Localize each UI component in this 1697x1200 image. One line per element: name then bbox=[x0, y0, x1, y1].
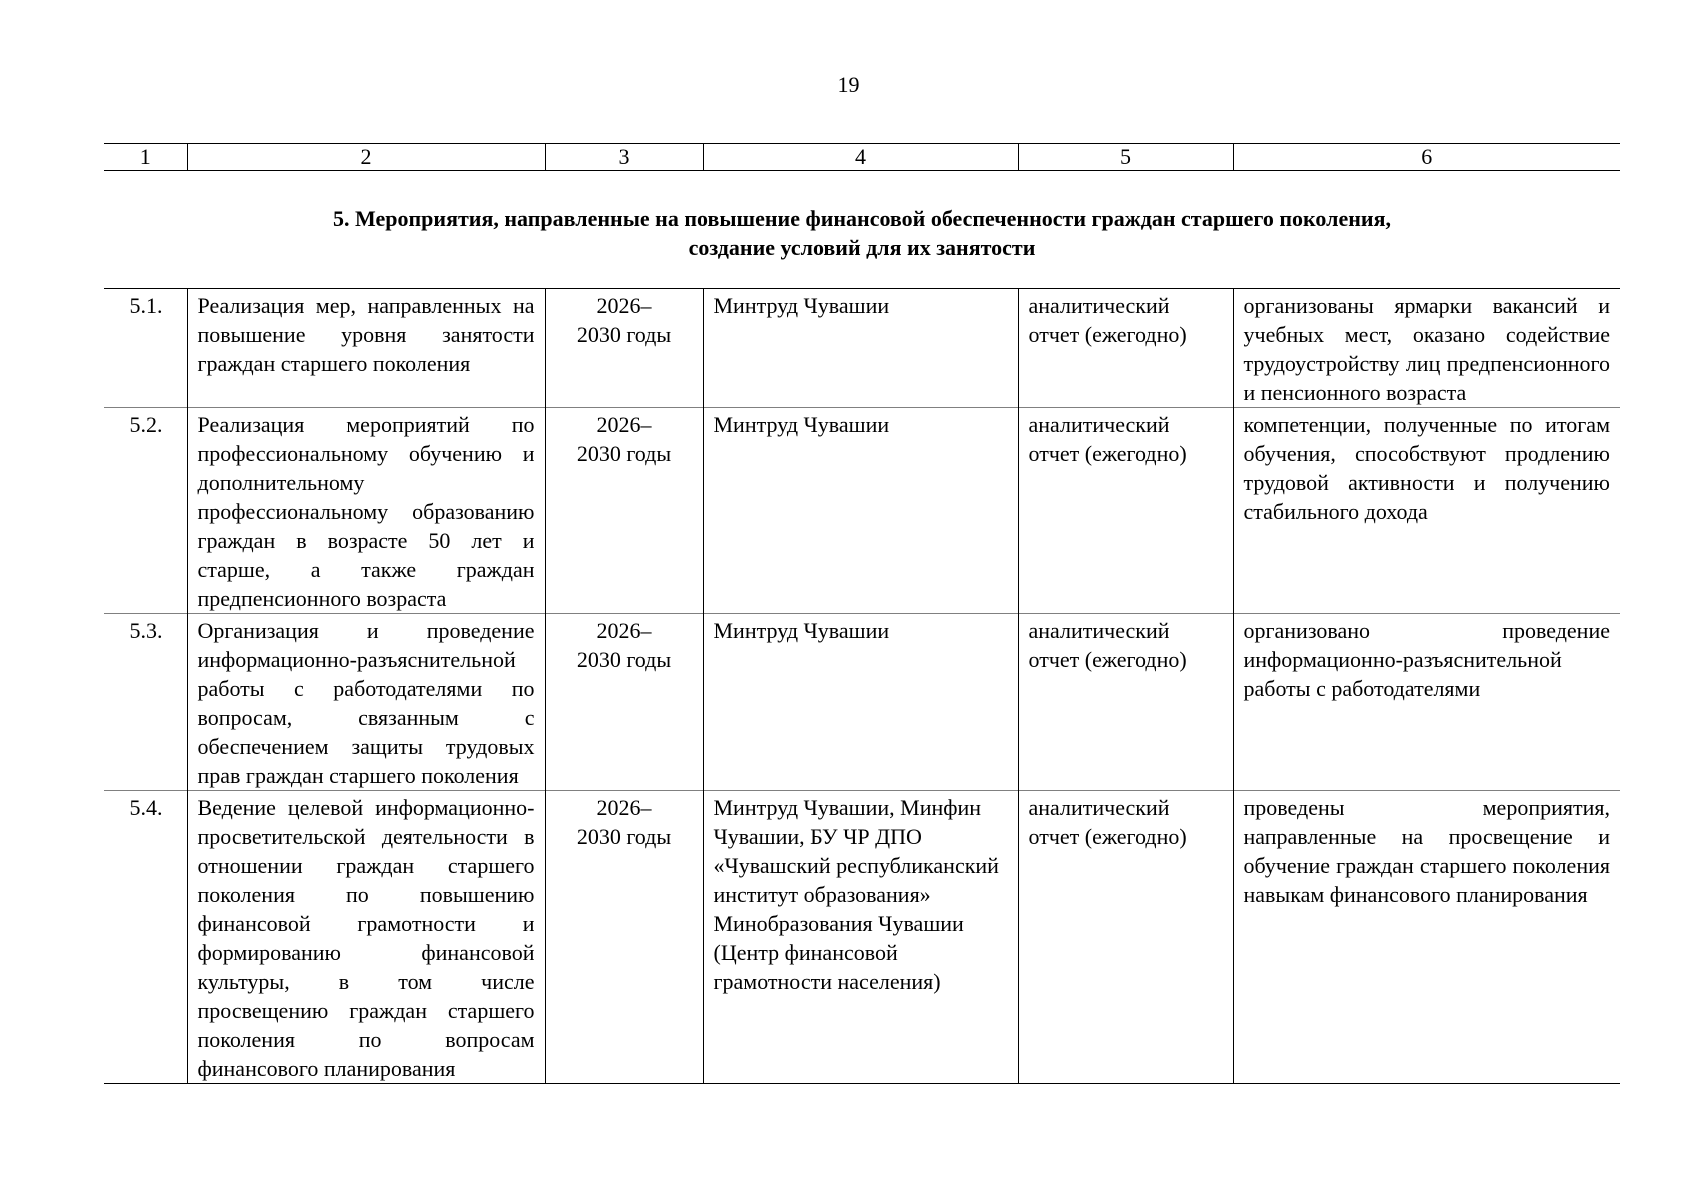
measure-name: Реализация мероприятий по профессиональному обучению и дополнительному профессиональному образованию граждан в возрасте 50 лет и старше, а также граждан предпенсионного возраста bbox=[187, 408, 545, 614]
report-form: аналитический отчет (ежегодно) bbox=[1018, 408, 1233, 614]
row-number: 5.2. bbox=[104, 408, 187, 614]
header-col-6: 6 bbox=[1233, 144, 1620, 171]
period-start: 2026– bbox=[596, 795, 652, 820]
header-col-1: 1 bbox=[104, 144, 187, 171]
header-col-2: 2 bbox=[187, 144, 545, 171]
period-end: 2030 годы bbox=[576, 824, 672, 849]
header-col-5: 5 bbox=[1018, 144, 1233, 171]
header-col-3: 3 bbox=[545, 144, 703, 171]
period-start: 2026– bbox=[596, 618, 652, 643]
period-start: 2026– bbox=[596, 412, 652, 437]
measures-table bbox=[104, 288, 1620, 1084]
page-number: 19 bbox=[837, 72, 860, 97]
table-row bbox=[104, 408, 1620, 614]
executor: Минтруд Чувашии bbox=[703, 408, 1018, 614]
period bbox=[545, 289, 703, 408]
executor: Минтруд Чувашии bbox=[703, 614, 1018, 791]
measure-name: Ведение целевой информационно-просветительской деятельности в отношении граждан старшего поколения по повышению финансовой грамотности и формированию финансовой культуры, в том числе просвещению граждан старшего поколения по вопросам финансового планирования bbox=[187, 791, 545, 1084]
row-number: 5.3. bbox=[104, 614, 187, 791]
expected-result: организовано проведение информационно-разъяснительной работы с работодателями bbox=[1233, 614, 1620, 791]
report-form: аналитический отчет (ежегодно) bbox=[1018, 614, 1233, 791]
row-number: 5.4. bbox=[104, 791, 187, 1084]
report-form: аналитический отчет (ежегодно) bbox=[1018, 791, 1233, 1084]
period-end: 2030 годы bbox=[576, 322, 672, 347]
period bbox=[545, 791, 703, 1084]
table-row bbox=[104, 791, 1620, 1084]
header-col-4: 4 bbox=[703, 144, 1018, 171]
section-title-line-1: 5. Мероприятия, направленные на повышение финансовой обеспеченности граждан старшего поколения, bbox=[333, 206, 1391, 231]
executor: Минтруд Чувашии bbox=[703, 289, 1018, 408]
header-row bbox=[104, 144, 1620, 171]
period-start: 2026– bbox=[596, 293, 652, 318]
expected-result: проведены мероприятия, направленные на просвещение и обучение граждан старшего поколения навыкам финансового планирования bbox=[1233, 791, 1620, 1084]
table-row bbox=[104, 289, 1620, 408]
expected-result: организованы ярмарки вакансий и учебных мест, оказано содействие трудоустройству лиц предпенсионного и пенсионного возраста bbox=[1233, 289, 1620, 408]
column-number-header bbox=[104, 143, 1620, 171]
expected-result: компетенции, полученные по итогам обучения, способствуют продлению трудовой активности и получению стабильного дохода bbox=[1233, 408, 1620, 614]
executor: Минтруд Чувашии, Минфин Чувашии, БУ ЧР ДПО «Чувашский республиканский институт образования» Минобразования Чувашии (Центр финансовой грамотности населения) bbox=[703, 791, 1018, 1084]
period-end: 2030 годы bbox=[576, 647, 672, 672]
period-end: 2030 годы bbox=[576, 441, 672, 466]
row-number: 5.1. bbox=[104, 289, 187, 408]
report-form: аналитический отчет (ежегодно) bbox=[1018, 289, 1233, 408]
measure-name: Реализация мер, направленных на повышение уровня занятости граждан старшего поколения bbox=[187, 289, 545, 408]
section-title bbox=[104, 204, 1620, 262]
measure-name: Организация и проведение информационно-разъяснительной работы с работодателями по вопросам, связанным с обеспечением защиты трудовых прав граждан старшего поколения bbox=[187, 614, 545, 791]
table-row bbox=[104, 614, 1620, 791]
section-title-line-2: создание условий для их занятости bbox=[688, 235, 1036, 260]
period bbox=[545, 408, 703, 614]
period bbox=[545, 614, 703, 791]
